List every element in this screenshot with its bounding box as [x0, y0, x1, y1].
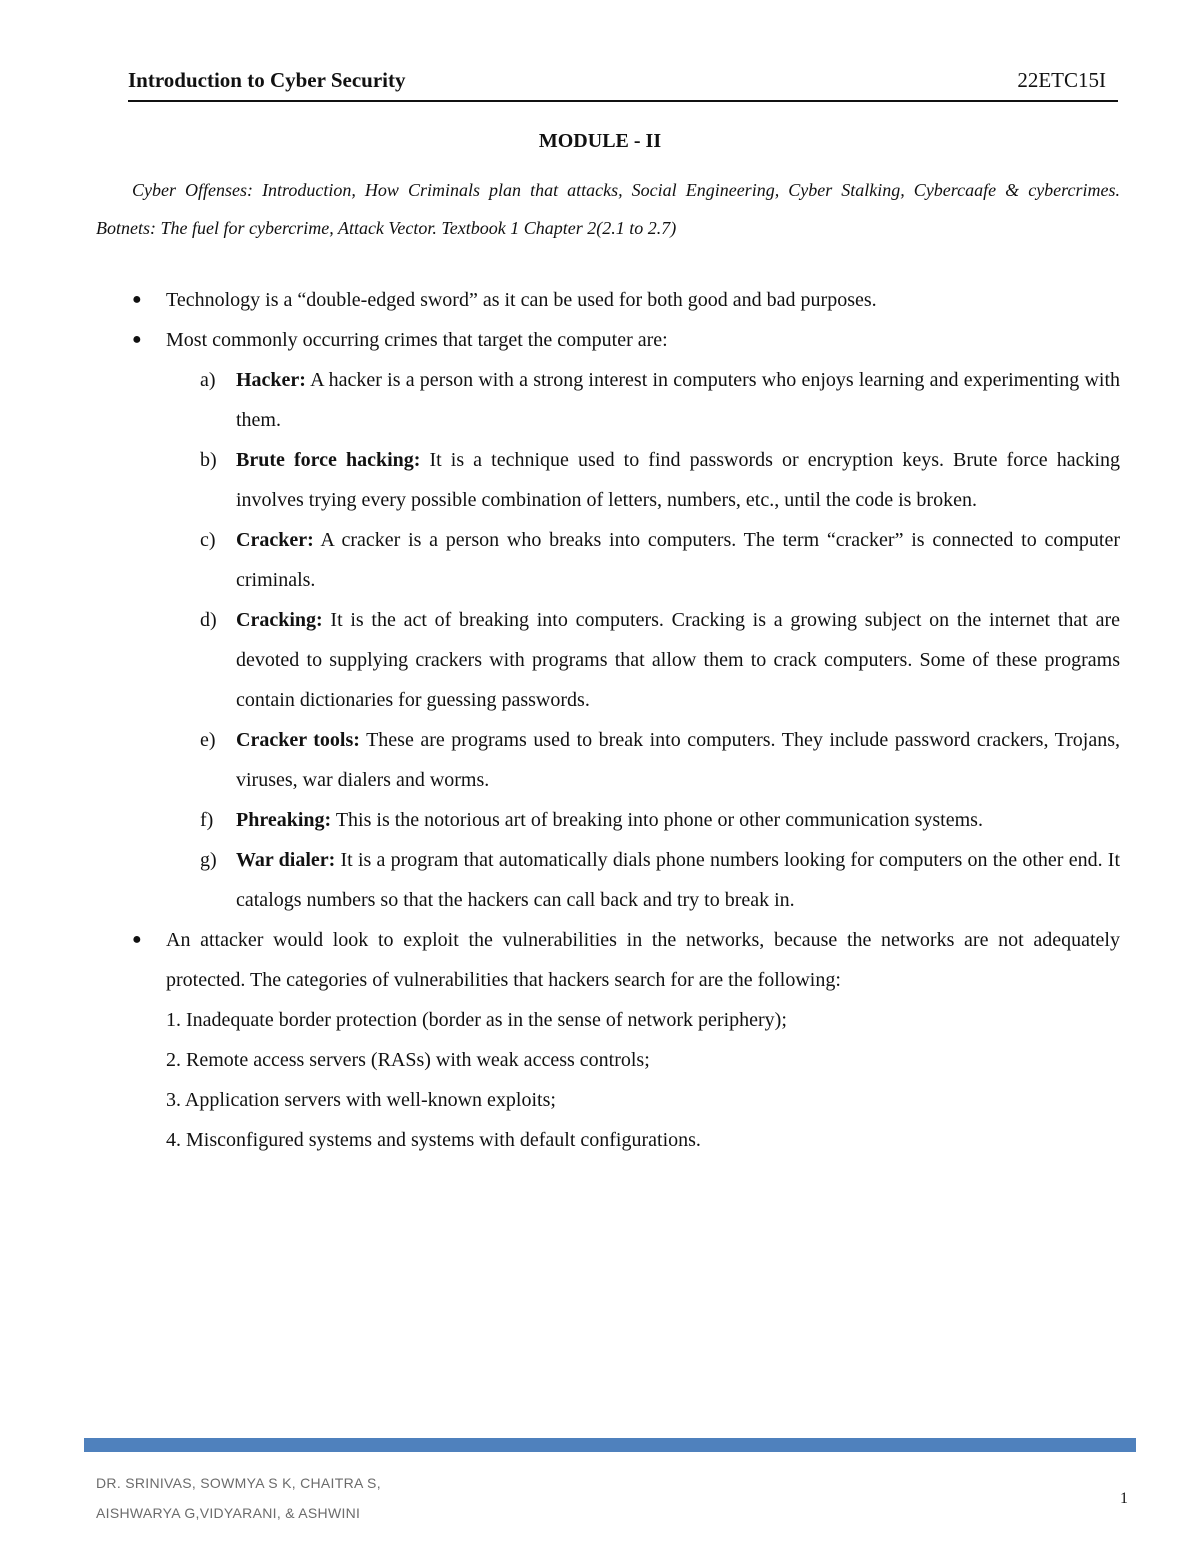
crime-description: It is a program that automatically dials phone numbers looking for computers on the other end. It catalogs numbers so that the hackers can call back and try to break in.	[236, 849, 1121, 911]
vulnerability-item: 1. Inadequate border protection (border as in the sense of network periphery);	[166, 1009, 787, 1031]
item-label: e)	[200, 729, 216, 751]
crime-item	[130, 840, 1120, 920]
crime-item	[130, 600, 1120, 720]
crime-term: Cracking:	[236, 609, 323, 631]
crime-description: It is a technique used to find passwords or encryption keys. Brute force hacking involves trying every possible combination of letters, numbers, etc., until the code is broken.	[236, 449, 1120, 511]
crime-description: These are programs used to break into computers. They include password crackers, Trojans, viruses, war dialers and worms.	[236, 729, 1120, 791]
bullet-icon: ●	[132, 931, 142, 948]
crime-description: A cracker is a person who breaks into computers. The term “cracker” is connected to computer criminals.	[236, 529, 1120, 591]
crime-term: Cracker tools:	[236, 729, 360, 751]
item-label: a)	[200, 369, 216, 391]
item-label: f)	[200, 809, 214, 831]
vulnerability-item: 2. Remote access servers (RASs) with weak access controls;	[166, 1049, 650, 1071]
module-syllabus: Cyber Offenses: Introduction, How Criminals plan that attacks, Social Engineering, Cyber Stalking, Cybercaafe & cybercrimes. Botnets: The fuel for cybercrime, Attack Vector. Textbook 1 Chapter 2(2.1 to 2.7)	[96, 180, 1120, 238]
bullet-icon: ●	[132, 291, 142, 308]
authors-line: AISHWARYA G,VIDYARANI, & ASHWINI	[96, 1505, 361, 1521]
item-label: b)	[200, 449, 217, 471]
crime-item	[130, 440, 1120, 520]
vulnerability-item: 4. Misconfigured systems and systems with default configurations.	[166, 1129, 701, 1151]
crime-term: Cracker:	[236, 529, 314, 551]
vulnerability-list	[130, 1000, 1120, 1160]
crime-description: This is the notorious art of breaking into phone or other communication systems.	[331, 809, 983, 831]
item-label: c)	[200, 529, 216, 551]
crime-description: It is the act of breaking into computers. Cracking is a growing subject on the internet that are devoted to supplying crackers with programs that allow them to crack computers. Some of these programs contain dictionaries for guessing passwords.	[236, 609, 1120, 711]
footer-divider	[84, 1438, 1136, 1452]
item-label: d)	[200, 609, 217, 631]
bullet-text: Technology is a “double-edged sword” as it can be used for both good and bad purposes.	[166, 289, 877, 311]
authors-line: DR. SRINIVAS, SOWMYA S K, CHAITRA S,	[96, 1475, 381, 1491]
bullet-text: Most commonly occurring crimes that target the computer are:	[166, 329, 668, 351]
page-header	[128, 66, 1118, 102]
bullet-item	[130, 280, 1120, 320]
crime-item	[130, 520, 1120, 600]
item-label: g)	[200, 849, 217, 871]
crime-item	[130, 800, 1120, 840]
page-number: 1	[1120, 1490, 1128, 1507]
crime-term: Hacker:	[236, 369, 306, 391]
crime-description: A hacker is a person with a strong interest in computers who enjoys learning and experimenting with them.	[236, 369, 1120, 431]
crime-term: Brute force hacking:	[236, 449, 421, 471]
bullet-icon: ●	[132, 331, 142, 348]
vulnerability-item: 3. Application servers with well-known exploits;	[166, 1089, 556, 1111]
crime-item	[130, 720, 1120, 800]
course-code: 22ETC15I	[1017, 68, 1106, 92]
bullet-item	[130, 920, 1120, 1000]
crime-list	[130, 360, 1120, 920]
crime-term: War dialer:	[236, 849, 336, 871]
course-title: Introduction to Cyber Security	[128, 68, 406, 92]
crime-item	[130, 360, 1120, 440]
footer-authors	[96, 1468, 381, 1528]
main-content	[130, 280, 1120, 1160]
bullet-item	[130, 320, 1120, 360]
crime-term: Phreaking:	[236, 809, 332, 831]
bullet-text: An attacker would look to exploit the vulnerabilities in the networks, because the networks are not adequately protected. The categories of vulnerabilities that hackers search for are the following:	[166, 929, 1120, 991]
module-title: MODULE - II	[538, 130, 662, 152]
